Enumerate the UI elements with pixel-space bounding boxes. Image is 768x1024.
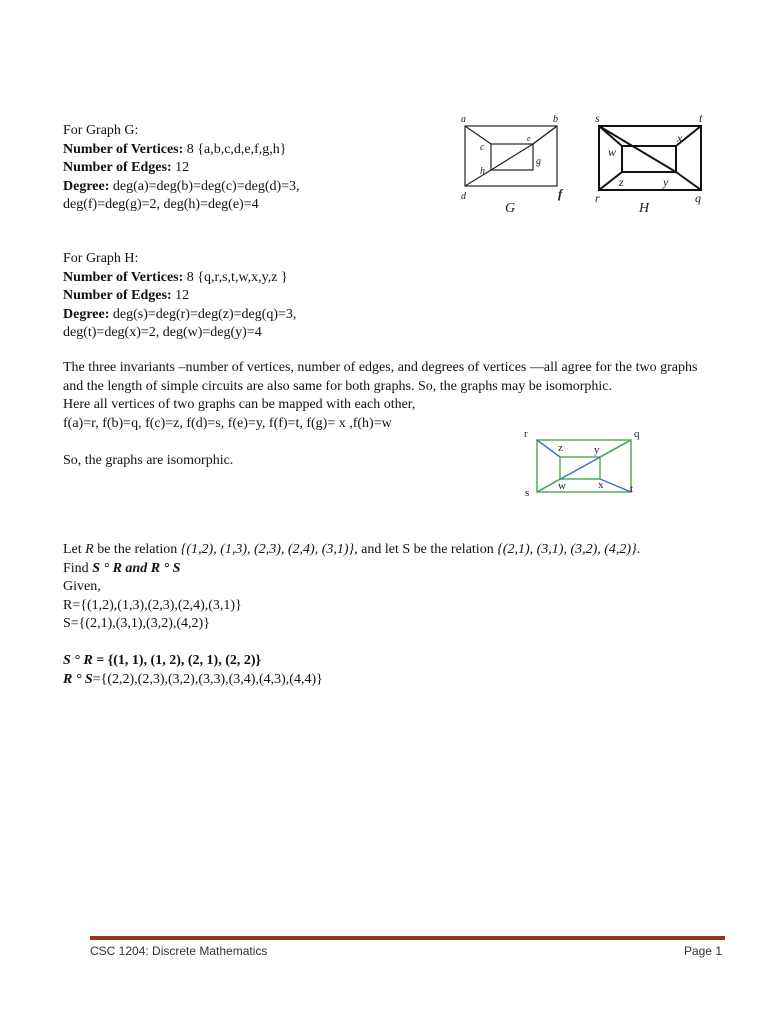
graph-g-edge-a-c: [465, 126, 491, 144]
graph-h-edges-value: 12: [171, 288, 190, 303]
graph-g-label-b: b: [553, 114, 558, 125]
relations-intro-prefix: Let: [63, 542, 86, 557]
graph-g-vertices-value: 8 {a,b,c,d,e,f,g,h}: [183, 141, 287, 157]
graph-h-edge-y-q: [676, 172, 701, 190]
graph-h-caption: H: [639, 201, 650, 216]
mapping-label-r: r: [524, 428, 528, 440]
mapping-label-t: t: [630, 483, 634, 495]
relation-r-symbol: R: [85, 542, 94, 557]
graph-h-section: [63, 250, 296, 343]
graph-g-edges-label: Number of Edges:: [63, 160, 172, 175]
graph-h-heading: For Graph H:: [63, 251, 139, 266]
mapping-label-x: x: [598, 479, 604, 491]
mapping-edge-r-z: [537, 440, 560, 457]
graph-g-edges-value: 12: [171, 160, 190, 175]
graph-g-heading: For Graph G:: [63, 123, 139, 138]
given-label: Given,: [63, 579, 101, 594]
relations-intro-end: .: [636, 542, 641, 557]
graph-h-edge-w-s: [599, 126, 622, 146]
mapping-label-z: z: [558, 442, 563, 454]
r-compose-s-value: ={(2,2),(2,3),(3,2),(3,3),(3,4),(4,3),(4,4)}: [92, 671, 323, 687]
mapping-figure: [520, 424, 650, 504]
relation-s-set: {(2,1), (3,1), (3,2), (4,2)}: [497, 542, 637, 557]
graph-h-label-t: t: [699, 111, 703, 125]
graph-g-edge-d-h: [465, 170, 491, 186]
footer-course: CSC 1204: Discrete Mathematics: [90, 944, 268, 958]
graphs-g-h-figure: [455, 108, 715, 220]
graph-g-label-h: h: [480, 166, 485, 177]
graph-h-label-s: s: [595, 111, 600, 125]
s-compose-r-value: = {(1, 1), (1, 2), (2, 1), (2, 2)}: [92, 653, 262, 668]
graph-g-label-g: g: [536, 156, 541, 167]
relations-intro-mid2: , and let S be the relation: [354, 542, 498, 557]
mapping-label-w: w: [558, 480, 566, 492]
graph-h-label-y: y: [663, 175, 669, 189]
mapping-edge-w-s: [537, 479, 560, 492]
graph-g-caption: G: [505, 201, 516, 216]
graph-h-vertices-value: 8 {q,r,s,t,w,x,y,z }: [183, 269, 288, 285]
mapping-label-s: s: [525, 487, 530, 499]
graph-h-degree-value-1: deg(s)=deg(r)=deg(z)=deg(q)=3,: [109, 306, 297, 322]
graph-g-label-c: c: [480, 142, 485, 153]
relations-intro-mid1: be the relation: [93, 542, 181, 557]
mapping-edge-x-q: [600, 440, 631, 457]
graph-h-label-x: x: [677, 131, 683, 145]
graph-g-label-a: a: [461, 114, 466, 125]
graph-g-degree-value-1: deg(a)=deg(b)=deg(c)=deg(d)=3,: [109, 178, 300, 194]
graph-g-drawing: [465, 126, 557, 186]
graph-g-edge-h-e: [491, 144, 533, 170]
relation-r-set: {(1,2), (1,3), (2,3), (2,4), (3,1)}: [180, 542, 355, 557]
graph-h-label-z: z: [619, 175, 624, 189]
graph-g-degree-value-2: deg(f)=deg(g)=2, deg(h)=deg(e)=4: [63, 197, 259, 212]
graph-h-edges-label: Number of Edges:: [63, 288, 172, 303]
mapping-label-y: y: [594, 444, 600, 456]
find-expression: S ° R and R ° S: [92, 560, 181, 576]
mapping-text: f(a)=r, f(b)=q, f(c)=z, f(d)=s, f(e)=y, f(f)=t, f(g)= x ,f(h)=w: [63, 415, 392, 431]
graph-h-label-r: r: [595, 191, 600, 205]
footer-rule: [90, 936, 725, 940]
r-given: R={(1,2),(1,3),(2,3),(2,4),(3,1)}: [63, 597, 242, 613]
s-given: S={(2,1),(3,1),(3,2),(4,2)}: [63, 616, 210, 631]
graph-g-label-e: e: [527, 134, 531, 143]
mapping-edge-y-t: [600, 479, 631, 492]
conclusion-text: So, the graphs are isomorphic.: [63, 452, 234, 468]
graph-h-label-w: w: [608, 145, 617, 159]
relations-section: [63, 541, 640, 689]
graph-h-label-q: q: [695, 191, 701, 205]
mapping-intro: Here all vertices of two graphs can be mapped with each other,: [63, 397, 416, 412]
graph-g-degree-label: Degree:: [63, 178, 110, 194]
graph-h-vertices-label: Number of Vertices:: [63, 269, 184, 285]
footer-page-number: Page 1: [683, 944, 722, 958]
graph-g-section: [63, 122, 300, 215]
graph-h-degree-value-2: deg(t)=deg(x)=2, deg(w)=deg(y)=4: [63, 325, 262, 340]
graph-g-vertices-label: Number of Vertices:: [63, 141, 184, 157]
graph-h-degree-label: Degree:: [63, 306, 110, 322]
graph-g-edge-e-b: [533, 126, 557, 144]
find-label: Find: [63, 560, 93, 576]
s-compose-r-label: S ° R: [63, 653, 93, 668]
graph-g-label-f: f: [558, 186, 563, 201]
invariants-paragraph: The three invariants –number of vertices, number of edges, and degrees of vertices —all agree for the two graphs and the length of simple circuits are also same for both graphs. So, the graphs may be isomorphic.: [63, 360, 698, 394]
graph-g-label-d: d: [461, 191, 466, 202]
mapping-label-q: q: [634, 428, 640, 440]
r-compose-s-label: R ° S: [63, 671, 93, 687]
